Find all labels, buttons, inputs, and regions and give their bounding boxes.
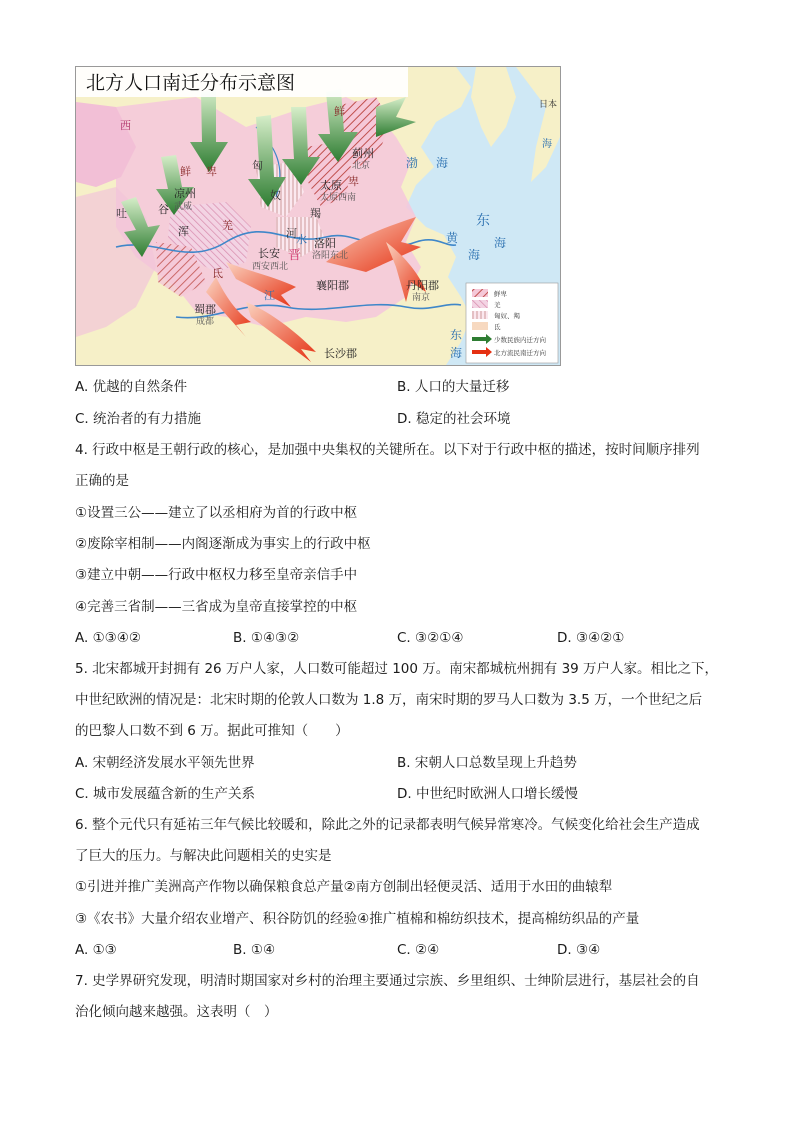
map-label-liangzhou: 凉州 [174,187,196,200]
map-label-changsha: 长沙郡 [324,347,357,360]
map-label-xian: 鲜 [334,105,345,118]
map-legend [466,283,558,363]
q4-stem-line2: 正确的是 [75,473,129,489]
map-label-luoyang-now: 洛阳东北 [312,251,349,261]
map-label-taiyuan-now: 太原西南 [320,193,357,203]
q6-option-d[interactable]: D. ③④ [557,942,601,958]
q6-items-line1: ①引进并推广美洲高产作物以确保粮食总产量②南方创制出轻便灵活、适用于水田的曲辕犁 [75,879,613,895]
map-label-tu: 吐 [116,207,127,220]
q6-option-b[interactable]: B. ①④ [233,942,276,958]
map-label-jiang: 江 [264,289,275,302]
q5-option-d[interactable]: D. 中世纪时欧洲人口增长缓慢 [397,786,578,802]
map-label-beijing: 北京 [352,161,371,171]
q4-item-3: ③建立中朝——行政中枢权力移至皇帝亲信手中 [75,567,358,583]
map-label-hun: 浑 [178,225,189,238]
map-label-jie: 羯 [310,207,321,220]
q5-option-b[interactable]: B. 宋朝人口总数呈现上升趋势 [397,755,577,771]
map-label-changan: 长安 [258,247,280,260]
map-label-hai1: 海 [436,156,449,170]
map-label-xiangyang: 襄阳郡 [316,279,349,292]
map-label-danyang: 丹阳郡 [406,279,439,292]
q6-stem-line2: 了巨大的压力。与解决此问题相关的史实是 [75,848,332,864]
q4-option-b[interactable]: B. ①④③② [233,630,300,646]
q7-stem-line1: 7. 史学界研究发现，明清时期国家对乡村的治理主要通过宗族、乡里组织、士绅阶层进行，基层社会的自 [75,973,700,989]
migration-map [75,66,561,366]
q5-option-a[interactable]: A. 宋朝经济发展水平领先世界 [75,755,255,771]
legend-xianbei: 鲜卑 [494,290,507,298]
q5-option-c[interactable]: C. 城市发展蕴含新的生产关系 [75,786,256,802]
map-label-hai5: 海 [542,139,552,150]
map-label-dong2: 东 [450,328,463,342]
legend-refugee-south: 北方流民南迁方向 [494,349,546,357]
q4-item-2: ②废除宰相制——内阁逐渐成为事实上的行政中枢 [75,536,371,552]
map-label-hai3: 海 [494,236,507,250]
map-label-huang: 黄 [446,231,459,245]
map-label-shui: 水 [296,233,307,246]
q3-option-d[interactable]: D. 稳定的社会环境 [397,411,511,427]
legend-di: 氐 [494,323,501,331]
map-label-bo: 渤 [406,156,419,170]
q4-option-a[interactable]: A. ①③④② [75,630,141,646]
q5-stem-line3: 的巴黎人口数不到 6 万。据此可推知（ ） [75,723,349,739]
legend-minority-inward: 少数民族内迁方向 [494,336,546,344]
map-label-xi: 西 [120,119,131,132]
map-label-hai4: 海 [450,346,463,360]
map-label-hai2: 海 [468,248,481,262]
map-label-shuju: 蜀郡 [194,303,216,316]
map-label-qiang: 羌 [222,219,233,232]
map-label-gu: 谷 [158,203,169,216]
map-label-luoyang: 洛阳 [314,237,336,250]
legend-xiongnu-jie: 匈奴、羯 [494,312,520,320]
q5-stem-line1: 5. 北宋都城开封拥有 26 万户人家，人口数可能超过 100 万。南宋都城杭州拥有 39 万户人家。相比之下， [75,661,719,677]
map-label-xiong: 匈 [252,159,263,172]
q3-option-a[interactable]: A. 优越的自然条件 [75,379,188,395]
q6-stem-line1: 6. 整个元代只有延祐三年气候比较暖和，除此之外的记录都表明气候异常寒冷。气候变化给社会生产造成 [75,817,700,833]
map-label-bei: 卑 [348,175,359,188]
map-label-dong1: 东 [476,213,490,229]
q6-option-c[interactable]: C. ②④ [397,942,440,958]
q4-option-d[interactable]: D. ③④②① [557,630,625,646]
q4-item-4: ④完善三省制——三省成为皇帝直接掌控的中枢 [75,599,358,615]
map-label-he: 河 [286,227,297,240]
map-label-chengdu: 成都 [196,317,215,327]
map-label-xianbei-b: 卑 [206,165,217,178]
map-label-jin: 晋 [288,248,302,263]
map-title: 北方人口南迁分布示意图 [86,72,296,94]
map-label-riben: 日本 [539,100,558,110]
q4-option-c[interactable]: C. ③②①④ [397,630,464,646]
map-label-wuwei: 武威 [174,202,193,212]
map-label-xianbei-a: 鲜 [180,165,191,178]
map-label-nanjing: 南京 [412,293,431,303]
q3-option-b[interactable]: B. 人口的大量迁移 [397,379,510,395]
q4-stem-line1: 4. 行政中枢是王朝行政的核心，是加强中央集权的关键所在。以下对于行政中枢的描述，按时间顺序排列 [75,442,700,458]
q4-item-1: ①设置三公——建立了以丞相府为首的行政中枢 [75,505,358,521]
map-label-jizhou: 蓟州 [352,147,374,160]
q7-stem-line2: 治化倾向越来越强。这表明（ ） [75,1004,278,1020]
q3-option-c[interactable]: C. 统治者的有力措施 [75,411,202,427]
map-label-nu: 奴 [270,189,281,202]
legend-qiang: 羌 [494,301,501,309]
map-label-taiyuan: 太原 [320,179,342,192]
q6-items-line2: ③《农书》大量介绍农业增产、积谷防饥的经验④推广植棉和棉纺织技术，提高棉纺织品的产量 [75,911,640,927]
q5-stem-line2: 中世纪欧洲的情况是：北宋时期的伦敦人口数为 1.8 万，南宋时期的罗马人口数为 3.5 万，一个世纪之后 [75,692,703,708]
map-label-changan-now: 西安西北 [252,262,289,272]
map-label-di: 氐 [212,267,223,280]
q6-option-a[interactable]: A. ①③ [75,942,117,958]
